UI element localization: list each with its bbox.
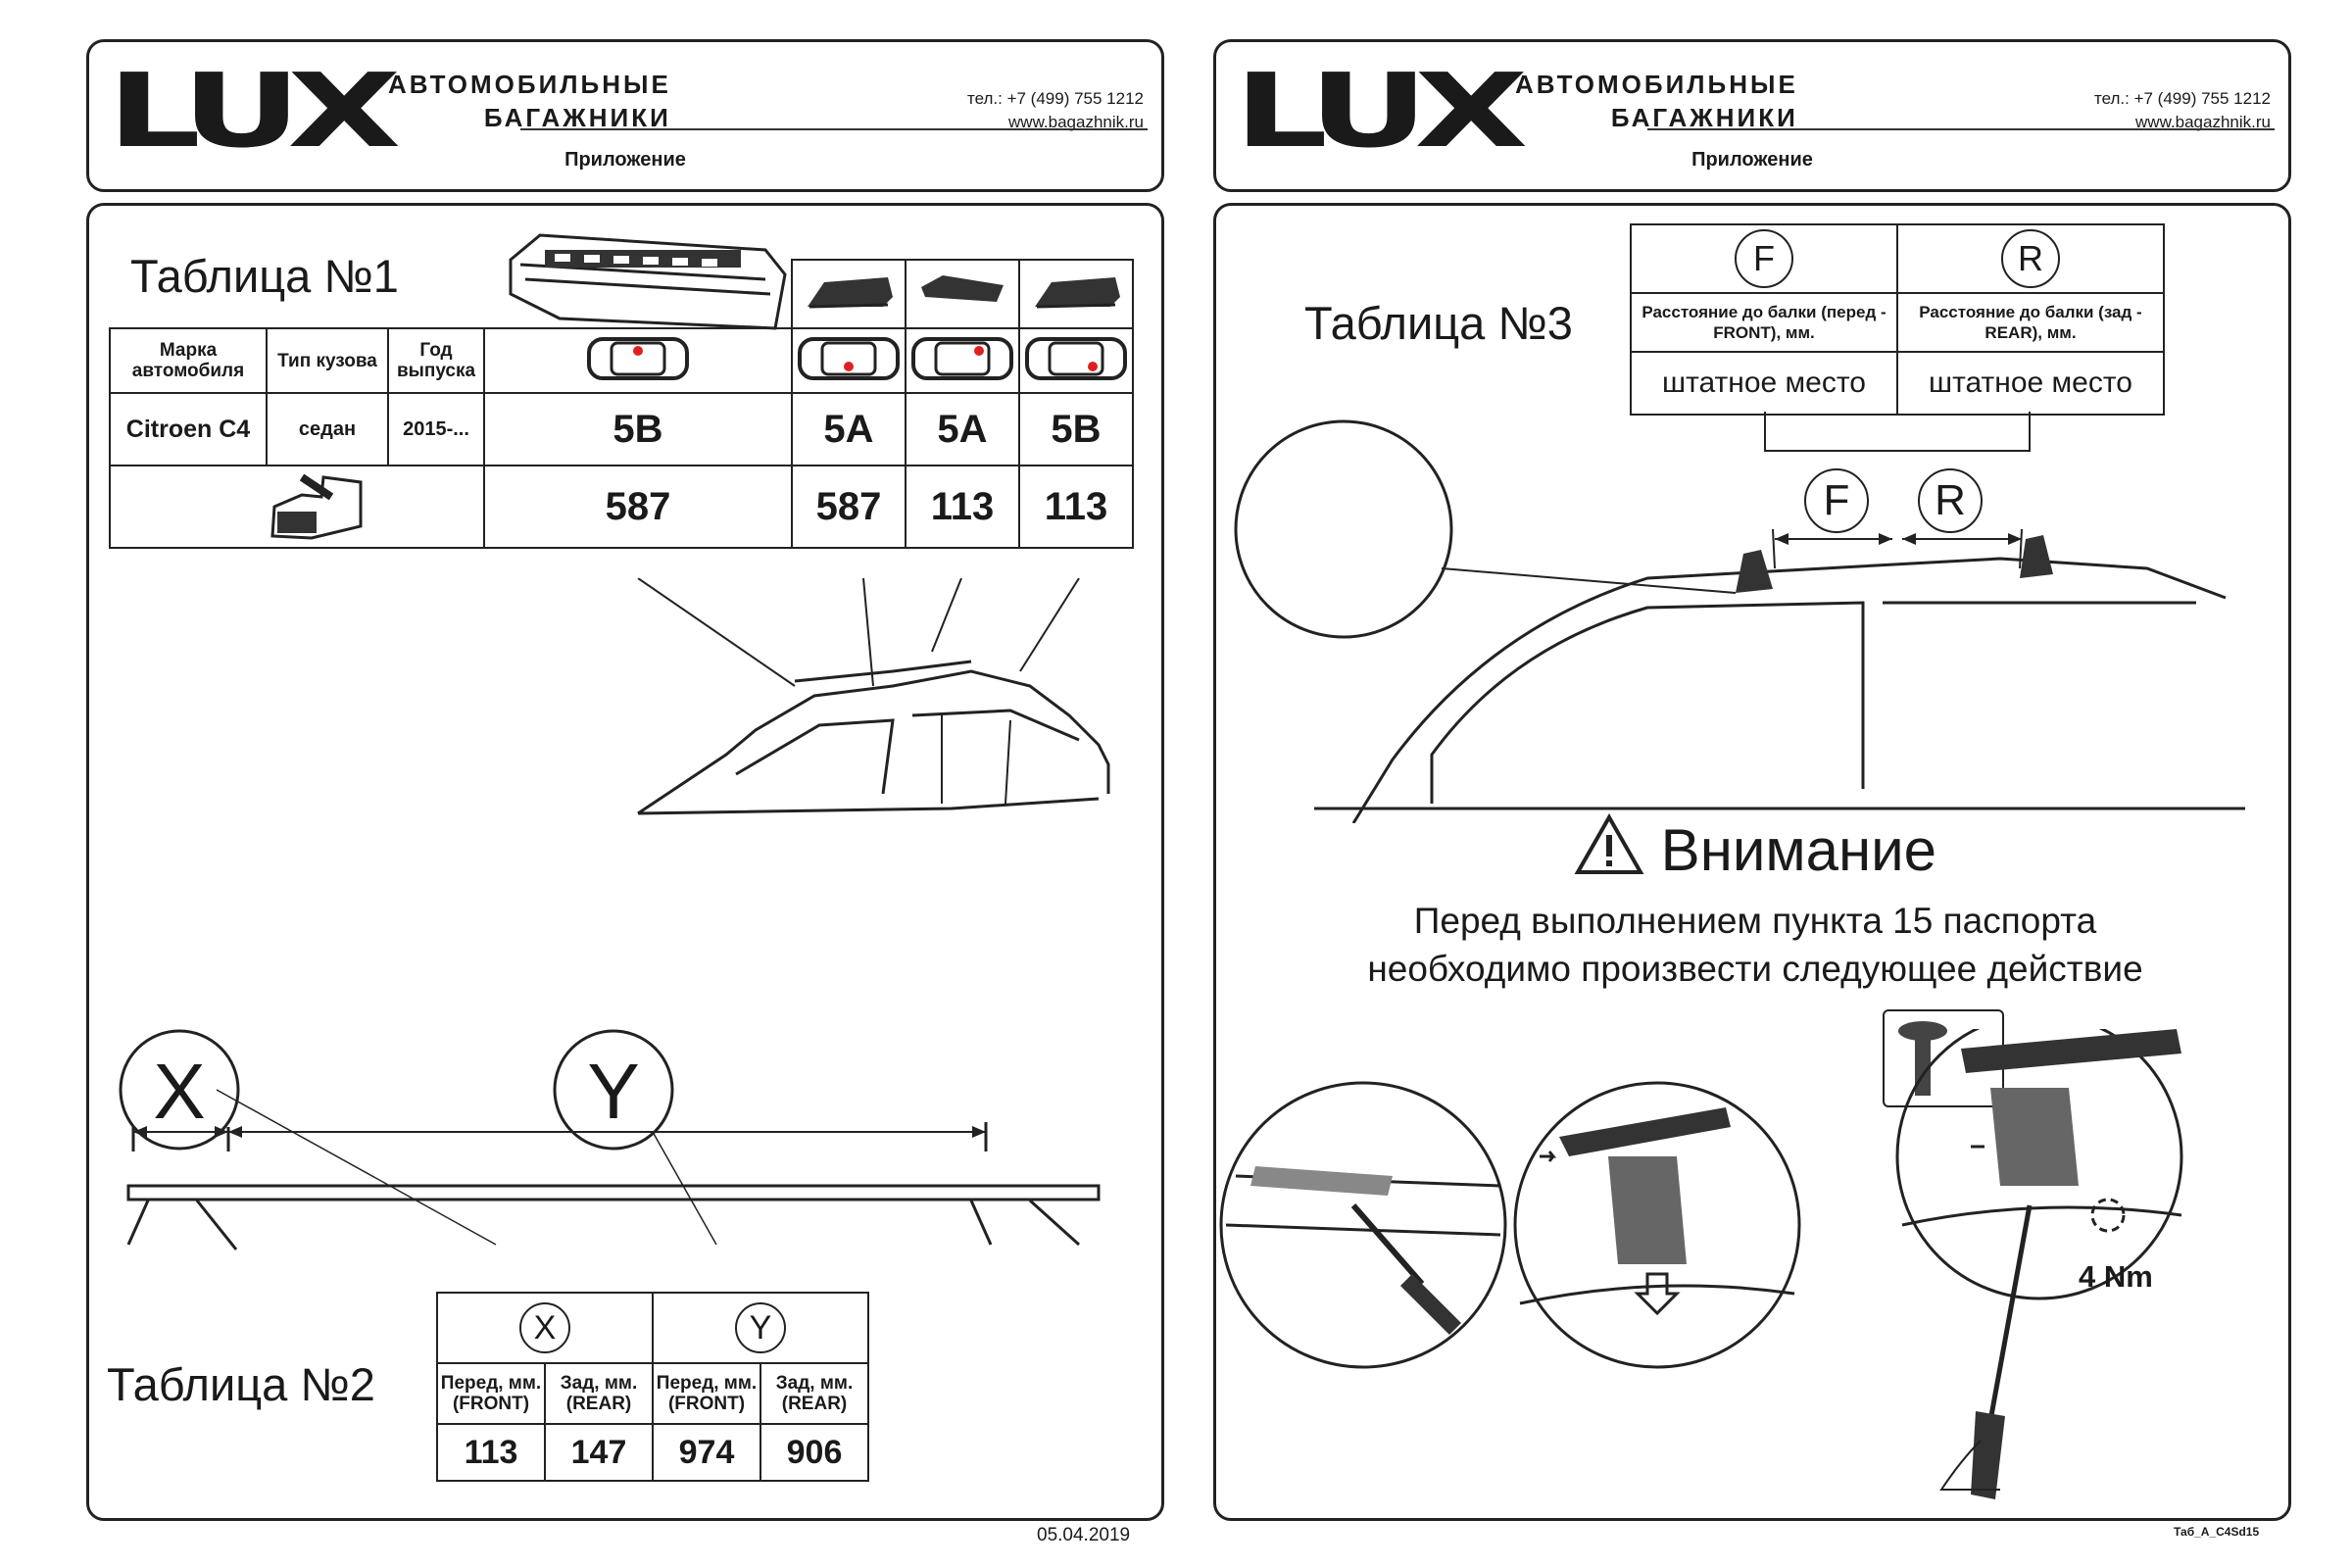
x-label: X — [153, 1048, 206, 1135]
phone: тел.: +7 (499) 755 1212 — [2094, 89, 2271, 108]
x-rear-value: 147 — [545, 1424, 653, 1481]
car-top-icon-3 — [906, 328, 1019, 393]
header-body: Тип кузова — [267, 328, 388, 393]
header-divider — [1647, 128, 2275, 130]
f-value: штатное место — [1631, 352, 1897, 415]
x-front-header: Перед, мм. (FRONT) — [437, 1363, 545, 1424]
r-circle: R — [1918, 468, 1983, 533]
code-3: 5A — [906, 393, 1019, 466]
car-roof-illustration — [1216, 412, 2294, 823]
foot-icon-1 — [792, 260, 906, 328]
header-divider — [520, 128, 1148, 130]
brand-subtitle — [388, 68, 671, 134]
r-value: штатное место — [1897, 352, 2164, 415]
x-rear-header: Зад, мм. (REAR) — [545, 1363, 653, 1424]
foot-icon-2 — [906, 260, 1019, 328]
warning-heading — [1216, 813, 2294, 884]
car-top-icon-4 — [1019, 328, 1133, 393]
number-3: 113 — [906, 466, 1019, 548]
left-header — [86, 39, 1164, 192]
warning-line2: необходимо произвести следующее действие — [1367, 949, 2143, 989]
table1 — [109, 259, 1134, 549]
table3-title: Таблица №3 — [1304, 297, 1573, 349]
number-4: 113 — [1019, 466, 1133, 548]
warning-icon — [1574, 813, 1644, 876]
header-make: Марка автомобиля — [110, 328, 267, 393]
website: www.bagazhnik.ru — [1008, 113, 1144, 131]
y-front-header: Перед, мм. (FRONT) — [653, 1363, 760, 1424]
table2 — [436, 1292, 869, 1482]
table2-title: Таблица №2 — [107, 1358, 375, 1410]
appendix-label: Приложение — [1691, 149, 1813, 171]
table2-y-header: Y — [653, 1293, 868, 1363]
y-rear-header: Зад, мм. (REAR) — [760, 1363, 868, 1424]
table3 — [1630, 223, 2165, 416]
table1-title: Таблица №1 — [130, 250, 399, 302]
table2-x-header: X — [437, 1293, 653, 1363]
row-body: седан — [267, 393, 388, 466]
brand-line2: БАГАЖНИКИ — [483, 103, 671, 132]
phone: тел.: +7 (499) 755 1212 — [967, 89, 1144, 108]
y-front-value: 974 — [653, 1424, 760, 1481]
car-top-icon-2 — [792, 328, 906, 393]
right-content — [1213, 203, 2291, 1521]
warning-title: Внимание — [1660, 817, 1936, 883]
appendix-label: Приложение — [564, 149, 686, 171]
f-label-cell: F — [1631, 224, 1897, 293]
code-4: 5B — [1019, 393, 1133, 466]
contact-info — [967, 87, 1144, 134]
row-make: Citroen C4 — [110, 393, 267, 466]
y-label: Y — [587, 1048, 640, 1135]
contact-info — [2094, 87, 2271, 134]
code-1: 5B — [484, 393, 792, 466]
number-2: 587 — [792, 466, 906, 548]
warning-line1: Перед выполнением пункта 15 паспорта — [1413, 901, 2097, 941]
car-top-icon-1 — [484, 328, 792, 393]
number-1: 587 — [484, 466, 792, 548]
code-2: 5A — [792, 393, 906, 466]
header-year: Год выпуска — [388, 328, 484, 393]
logo: LUX — [1234, 51, 1514, 171]
bracket-icon — [110, 466, 484, 548]
x-front-value: 113 — [437, 1424, 545, 1481]
torque-label: 4 Nm — [2079, 1259, 2153, 1294]
right-header — [1213, 39, 2291, 192]
brand-subtitle — [1515, 68, 1798, 134]
f-circle: F — [1804, 468, 1869, 533]
warning-text — [1216, 897, 2294, 993]
r-label-cell: R — [1897, 224, 2164, 293]
brand-line1: АВТОМОБИЛЬНЫЕ — [388, 70, 671, 99]
foot-icon-3 — [1019, 260, 1133, 328]
y-rear-value: 906 — [760, 1424, 868, 1481]
left-content — [86, 203, 1164, 1521]
logo: LUX — [107, 51, 387, 171]
car-side-illustration — [89, 578, 1167, 872]
document-code: Таб_А_C4Sd15 — [2174, 1525, 2260, 1539]
f-distance-header: Расстояние до балки (перед - FRONT), мм. — [1631, 293, 1897, 352]
row-year: 2015-... — [388, 393, 484, 466]
brand-line1: АВТОМОБИЛЬНЫЕ — [1515, 70, 1798, 99]
date-stamp: 05.04.2019 — [1037, 1525, 1131, 1545]
brand-line2: БАГАЖНИКИ — [1610, 103, 1798, 132]
website: www.bagazhnik.ru — [2135, 113, 2271, 131]
r-distance-header: Расстояние до балки (зад - REAR), мм. — [1897, 293, 2164, 352]
